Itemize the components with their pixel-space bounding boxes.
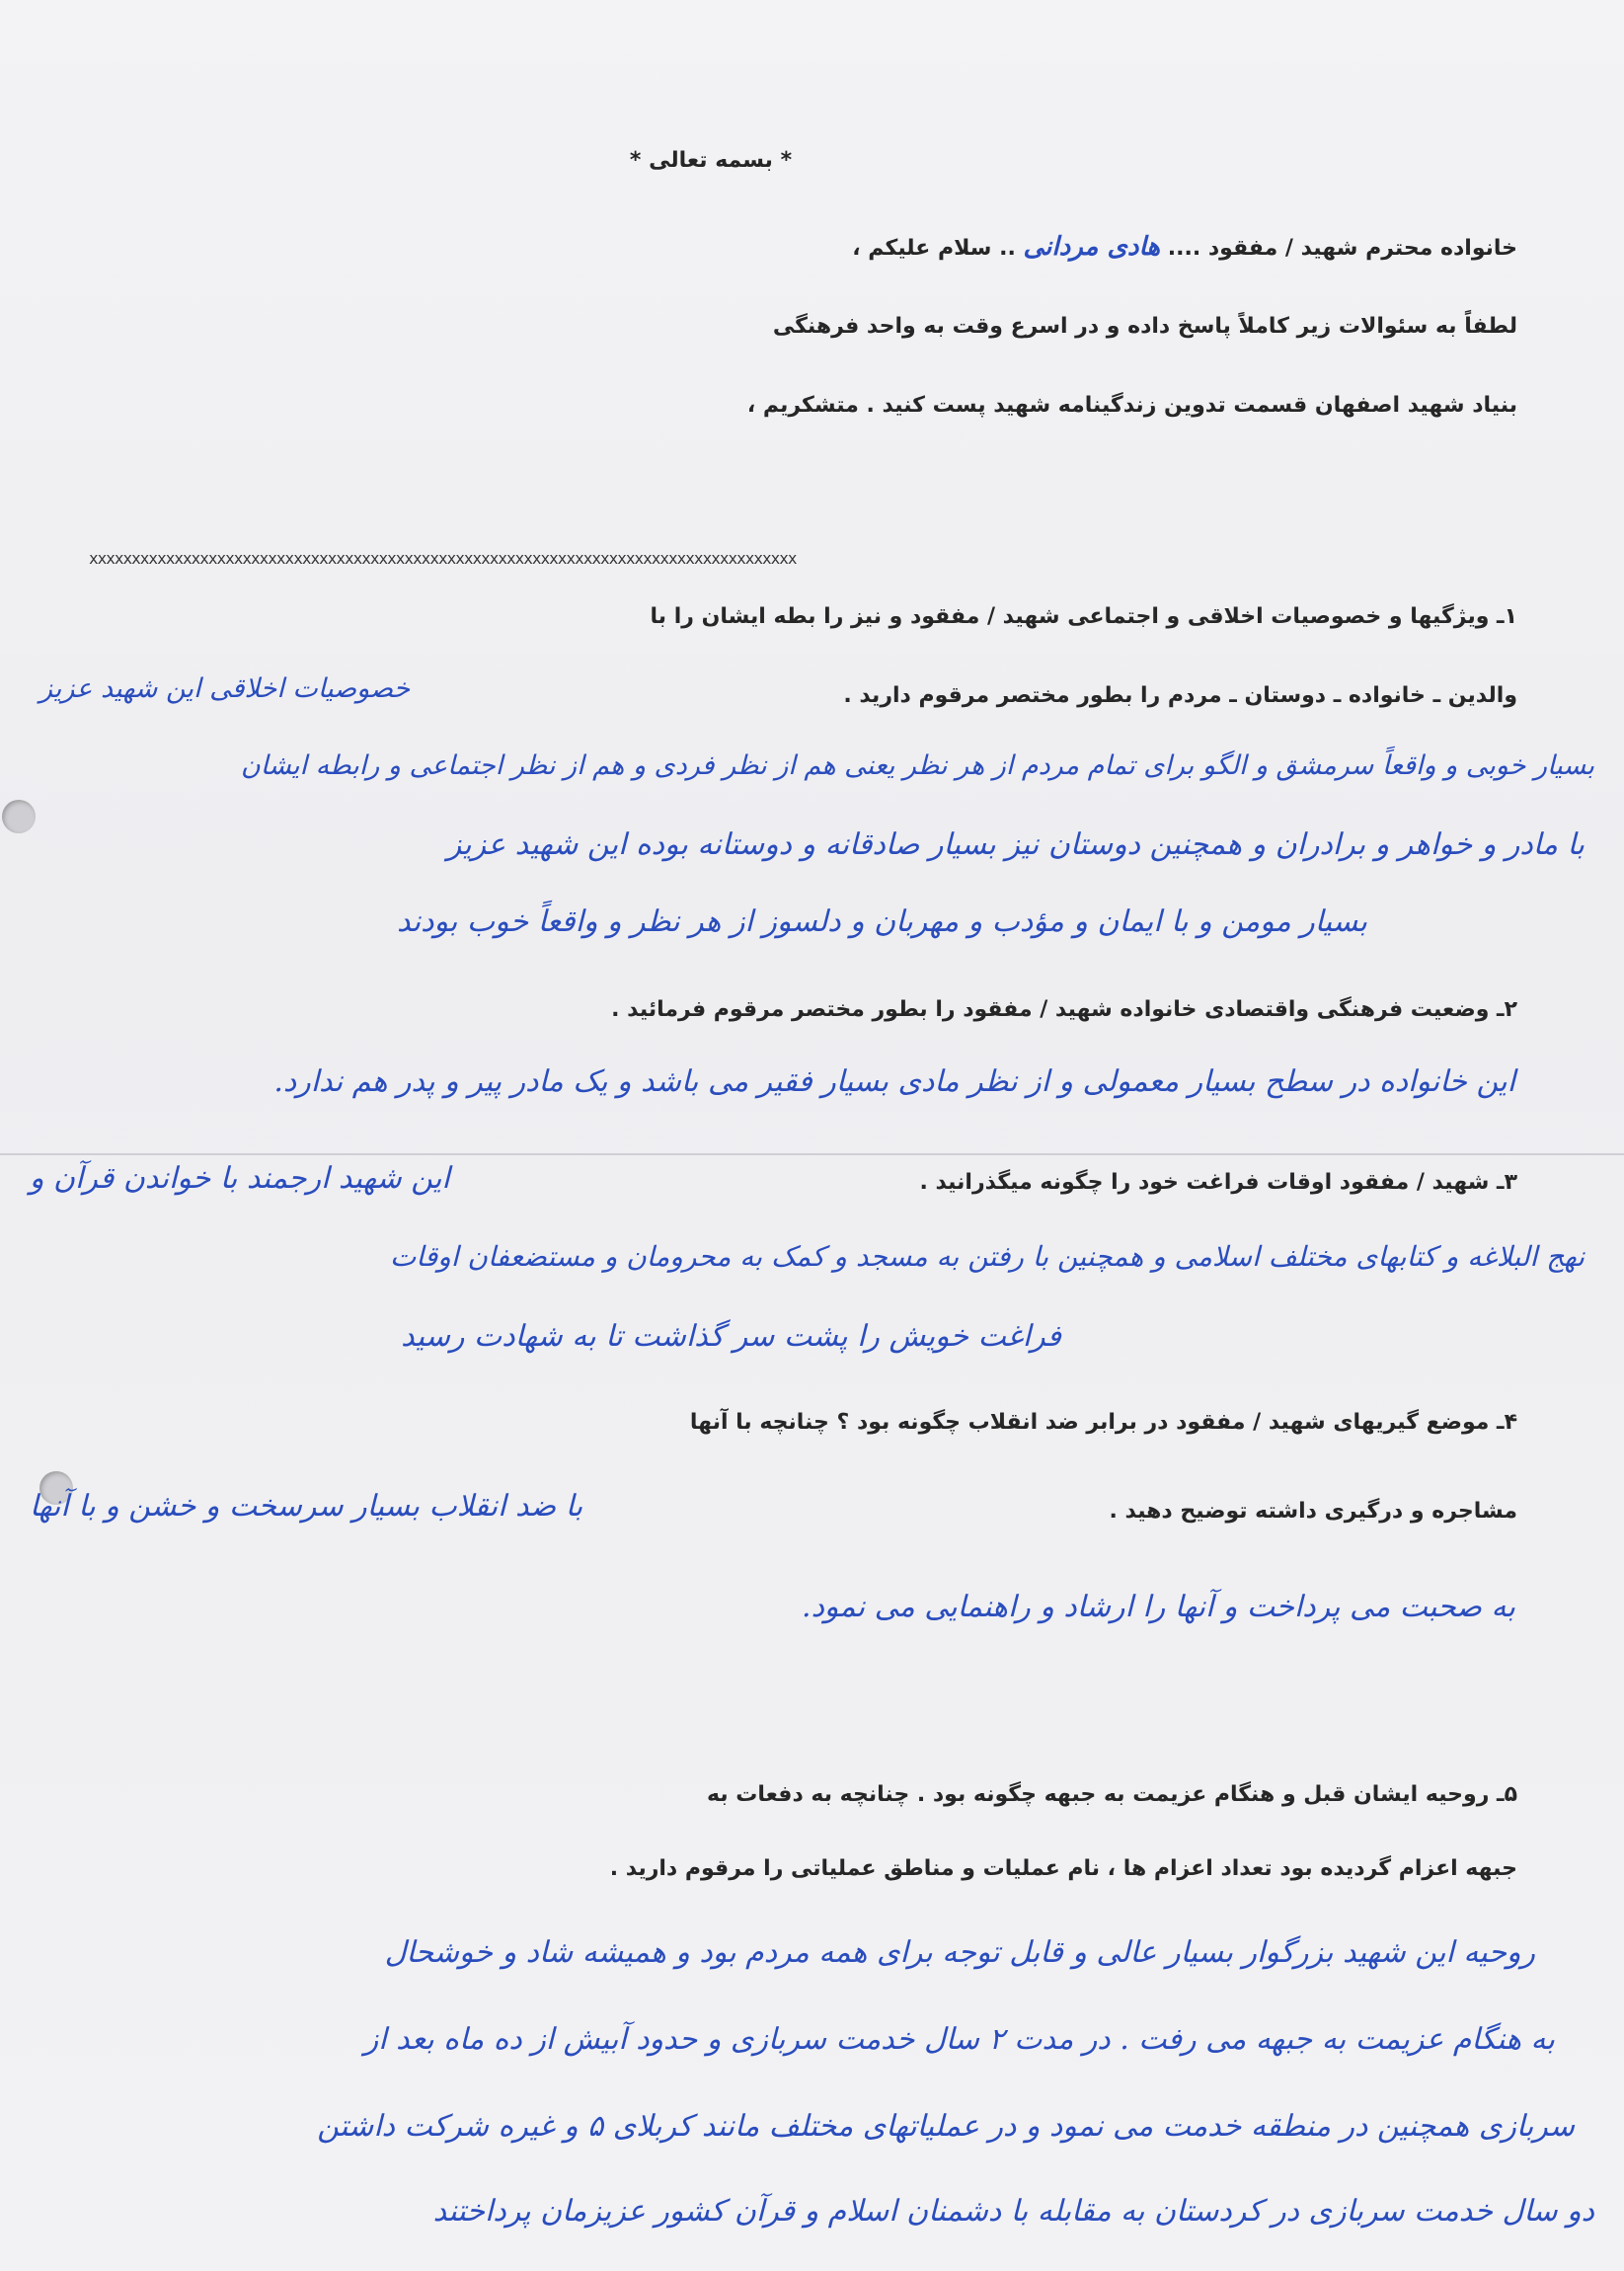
shahid-name: هادی مردانی — [1023, 232, 1161, 262]
question-5-line: ۵ـ روحیه ایشان قبل و هنگام عزیمت به جبهه چگونه بود . چنانچه به دفعات به — [706, 1782, 1517, 1807]
question-5-line: جبهه اعزام گردیده بود تعداد اعزام ها ، نام عملیات و مناطق عملیاتی را مرقوم دارید . — [609, 1856, 1517, 1881]
question-4-line: ۴ـ موضع گیریهای شهید / مفقود در برابر ضد انقلاب چگونه بود ؟ چنانچه با آنها — [689, 1410, 1517, 1435]
answer-3-inline: این شهید ارجمند با خواندن قرآن و — [30, 1161, 450, 1196]
answer-1-inline: خصوصیات اخلاقی این شهید عزیز — [39, 673, 411, 704]
answer-5-line: به هنگام عزیمت به جبهه می رفت . در مدت ۲ سال خدمت سربازی و حدود آبیش از ده ماه بعد از — [363, 2022, 1555, 2057]
answer-2-line: این خانواده در سطح بسیار معمولی و از نظر مادی بسیار فقیر می باشد و یک مادر پیر و پدر هم ندارد. — [273, 1064, 1515, 1099]
paper-fold — [0, 1153, 1624, 1155]
answer-1-line: با مادر و خواهر و برادران و همچنین دوستان نیز بسیار صادقانه و دوستانه بوده این شهید عزیز — [446, 827, 1585, 862]
answer-3-line: فراغت خویش را پشت سر گذاشت تا به شهادت رسید — [401, 1319, 1061, 1354]
intro-line: بنیاد شهید اصفهان قسمت تدوین زندگینامه شهید پست کنید . متشکریم ، — [746, 393, 1517, 418]
greeting-prefix: خانواده محترم شهید / مفقود .... — [1167, 236, 1517, 261]
question-1-line: والدین ـ خانواده ـ دوستان ـ مردم را بطور مختصر مرقوم دارید . — [843, 683, 1517, 708]
answer-1-line: بسیار مومن و با ایمان و مؤدب و مهربان و دلسوز از هر نظر و واقعاً خوب بودند — [397, 904, 1367, 939]
question-2-line: ۲ـ وضعیت فرهنگی واقتصادی خانواده شهید / مفقود را بطور مختصر مرقوم فرمائید . — [611, 997, 1517, 1022]
answer-4-line: به صحبت می پرداخت و آنها را ارشاد و راهنمایی می نمود. — [802, 1590, 1515, 1624]
question-3-line: ۳ـ شهید / مفقود اوقات فراغت خود را چگونه میگذرانید . — [919, 1170, 1517, 1195]
greeting-line — [116, 232, 1517, 262]
punch-hole — [2, 800, 36, 833]
answer-5-line: روحیه این شهید بزرگوار بسیار عالی و قابل توجه برای همه مردم بود و همیشه شاد و خوشحال — [384, 1935, 1535, 1970]
answer-5-line: دو سال خدمت سربازی در کردستان به مقابله با دشمنان اسلام و قرآن کشور عزیزمان پرداختند — [432, 2194, 1594, 2229]
greeting-suffix: .. سلام علیکم ، — [852, 236, 1016, 261]
answer-1-line: بسیار خوبی و واقعاً سرمشق و الگو برای تمام مردم از هر نظر یعنی هم از نظر فردی و هم از نظر اجتماعی و رابطه ایشان — [240, 750, 1594, 781]
doc-title: * بسمه تعالی * — [629, 148, 793, 173]
separator-line: xxxxxxxxxxxxxxxxxxxxxxxxxxxxxxxxxxxxxxxxxxxxxxxxxxxxxxxxxxxxxxxxxxxxxxxxxxxxxxxxxxx — [89, 549, 797, 568]
answer-5-line: سربازی همچنین در منطقه خدمت می نمود و در عملیاتهای مختلف مانند کربلای ۵ و غیره شرکت داشتن — [317, 2109, 1575, 2144]
answer-4-inline: با ضد انقلاب بسیار سرسخت و خشن و با آنها — [30, 1489, 583, 1524]
intro-line: لطفاً به سئوالات زیر کاملاً پاسخ داده و در اسرع وقت به واحد فرهنگی — [772, 314, 1517, 339]
answer-3-line: نهج البلاغه و کتابهای مختلف اسلامی و همچنین با رفتن به مسجد و کمک به محرومان و مستضعفان اوقات — [389, 1240, 1585, 1273]
question-4-line: مشاجره و درگیری داشته توضیح دهید . — [1109, 1499, 1517, 1524]
question-1-line: ۱ـ ویژگیها و خصوصیات اخلاقی و اجتماعی شهید / مفقود و نیز را بطه ایشان را با — [650, 604, 1517, 629]
